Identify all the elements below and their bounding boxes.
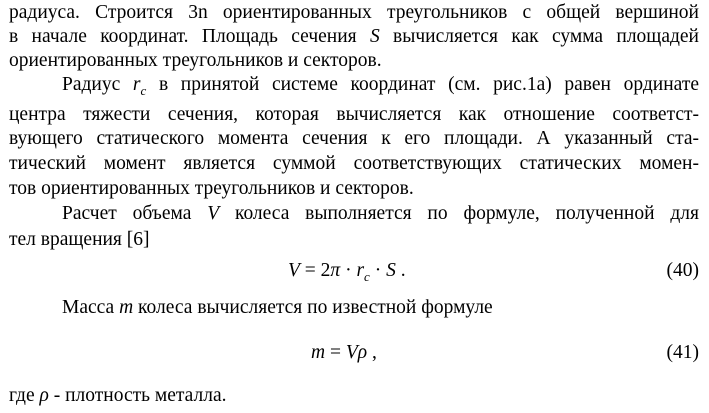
formula-text: = 2 bbox=[299, 260, 331, 281]
symbol-rho: ρ bbox=[357, 342, 368, 363]
text-span: центра тяжести сечения, которая вычисляется как отношение соответст- bbox=[9, 104, 699, 125]
subscript-c: c bbox=[364, 269, 370, 284]
formula-text: · bbox=[369, 260, 387, 281]
text-line bbox=[62, 296, 493, 320]
text-span: Радиус bbox=[62, 74, 133, 95]
text-line bbox=[9, 103, 699, 127]
text-line bbox=[9, 384, 226, 408]
equation-number-text: (41) bbox=[666, 342, 699, 363]
text-span: вующего статического момента сечения к его площади. А указанный ста- bbox=[9, 128, 699, 149]
text-span: вычисляется как сумма площадей bbox=[379, 26, 699, 47]
formula-41 bbox=[311, 341, 377, 365]
equation-number-40 bbox=[667, 259, 700, 283]
text-span: радиуса. Строится 3n ориентированных треугольников с общей вершиной bbox=[9, 2, 699, 23]
formula-text: = bbox=[325, 342, 346, 363]
text-span: тический момент является суммой соответствующих статических момен- bbox=[9, 153, 699, 174]
symbol-pi: π bbox=[330, 260, 341, 281]
symbol-rho: ρ bbox=[39, 385, 49, 406]
text-span: колеса вычисляется по известной формуле bbox=[133, 297, 493, 318]
text-span: тов ориентированных треугольников и секторов. bbox=[9, 178, 414, 199]
formula-text: . bbox=[395, 260, 406, 281]
text-line bbox=[9, 1, 699, 25]
variable-V: V bbox=[288, 260, 300, 281]
text-span: тел вращения [6] bbox=[9, 229, 150, 250]
formula-40 bbox=[288, 259, 406, 284]
formula-text: , bbox=[367, 342, 377, 363]
text-line bbox=[9, 49, 382, 73]
text-line bbox=[9, 177, 414, 201]
text-span: колеса выполняется по формуле, полученной для bbox=[219, 203, 699, 224]
variable-S: S bbox=[386, 260, 396, 281]
variable-r: r bbox=[132, 74, 141, 95]
text-line bbox=[9, 127, 699, 151]
text-span: - плотность металла. bbox=[48, 385, 227, 406]
variable-r: r bbox=[356, 260, 365, 281]
text-line bbox=[62, 73, 699, 98]
text-line bbox=[9, 152, 699, 176]
text-line bbox=[9, 228, 150, 252]
formula-text: · bbox=[340, 260, 357, 281]
text-span: где bbox=[9, 385, 40, 406]
text-span: в начале координат. Площадь сечения bbox=[9, 26, 370, 47]
variable-m: m bbox=[311, 342, 326, 363]
variable-V: V bbox=[345, 342, 358, 363]
text-line bbox=[9, 25, 699, 49]
text-span: ориентированных треугольников и секторов. bbox=[9, 50, 382, 71]
subscript-c: c bbox=[140, 83, 147, 98]
equation-number-text: (40) bbox=[666, 260, 699, 281]
text-span: Расчет объема bbox=[62, 203, 208, 224]
variable-V: V bbox=[207, 203, 220, 224]
equation-number-41 bbox=[667, 341, 700, 365]
variable-m: m bbox=[119, 297, 134, 318]
text-span: в принятой системе координат (см. рис.1а) равен ординате bbox=[146, 74, 699, 95]
variable-S: S bbox=[369, 26, 380, 47]
text-span: Масса bbox=[62, 297, 120, 318]
text-line bbox=[62, 202, 699, 226]
